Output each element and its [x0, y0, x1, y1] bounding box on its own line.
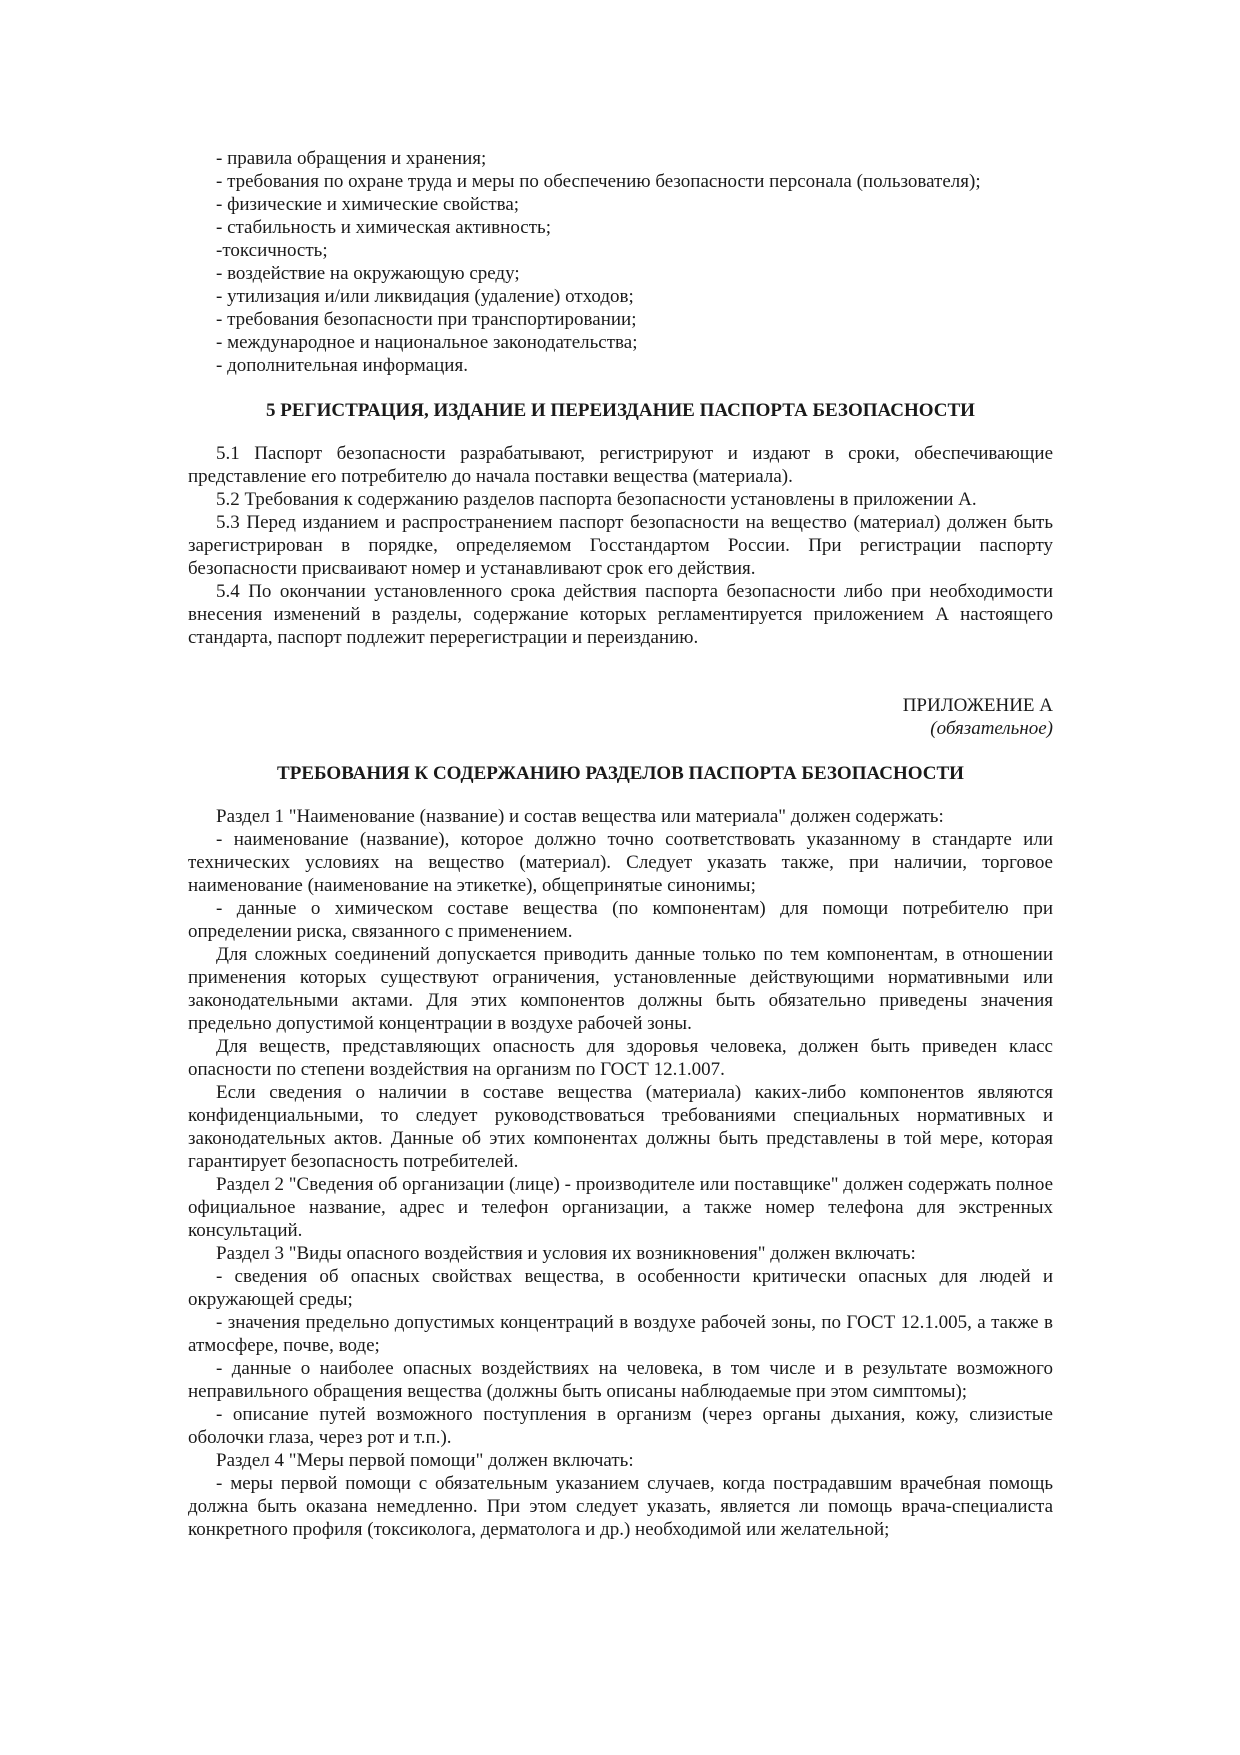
list-item: - требования по охране труда и меры по обеспечению безопасности персонала (пользователя);: [216, 171, 981, 192]
paragraph: - наименование (название), которое должно точно соответствовать указанному в стандарте или технических условиях на вещество (материал). Следует указать также, при наличии, торговое наименование (наименование на этикетке), общепринятые синонимы;: [188, 829, 1053, 896]
paragraph: - значения предельно допустимых концентраций в воздухе рабочей зоны, по ГОСТ 12.1.005, а также в атмосфере, почве, воде;: [188, 1312, 1053, 1356]
paragraph: Раздел 3 "Виды опасного воздействия и условия их возникновения" должен включать:: [216, 1243, 916, 1264]
paragraph: - данные о химическом составе вещества (по компонентам) для помощи потребителю при определении риска, связанного с применением.: [188, 898, 1053, 942]
requirements-list: [188, 147, 1053, 377]
list-item: - воздействие на окружающую среду;: [216, 263, 520, 284]
appendix-body: [188, 805, 1053, 1541]
paragraph: Раздел 1 "Наименование (название) и состав вещества или материала" должен содержать:: [216, 806, 944, 827]
paragraph: Для сложных соединений допускается приводить данные только по тем компонентам, в отношении применения которых существуют ограничения, установленные действующими нормативными или законодательными актами. Для этих компонентов должны быть обязательно приведены значения предельно допустимой концентрации в воздухе рабочей зоны.: [188, 944, 1053, 1034]
paragraph: Для веществ, представляющих опасность для здоровья человека, должен быть приведен класс опасности по степени воздействия на организм по ГОСТ 12.1.007.: [188, 1036, 1053, 1080]
list-item: - правила обращения и хранения;: [216, 148, 487, 169]
list-item: - стабильность и химическая активность;: [216, 217, 551, 238]
paragraph: - сведения об опасных свойствах вещества, в особенности критически опасных для людей и окружающей среды;: [188, 1266, 1053, 1310]
paragraph: 5.2 Требования к содержанию разделов паспорта безопасности установлены в приложении А.: [216, 489, 977, 510]
paragraph: - данные о наиболее опасных воздействиях на человека, в том числе и в результате возможного неправильного обращения вещества (должны быть описаны наблюдаемые при этом симптомы);: [188, 1358, 1053, 1402]
list-item: - физические и химические свойства;: [216, 194, 520, 215]
list-item: - международное и национальное законодательства;: [216, 332, 638, 353]
paragraph: - описание путей возможного поступления в организм (через органы дыхания, кожу, слизистые оболочки глаза, через рот и т.п.).: [188, 1404, 1053, 1448]
section-5-heading: 5 РЕГИСТРАЦИЯ, ИЗДАНИЕ И ПЕРЕИЗДАНИЕ ПАСПОРТА БЕЗОПАСНОСТИ: [266, 400, 975, 421]
paragraph: 5.4 По окончании установленного срока действия паспорта безопасности либо при необходимости внесения изменений в разделы, содержание которых регламентируется приложением А настоящего стандарта, паспорт подлежит перерегистрации и переизданию.: [188, 581, 1053, 648]
paragraph: Если сведения о наличии в составе вещества (материала) каких-либо компонентов являются конфиденциальными, то следует руководствоваться требованиями специальных нормативных и законодательных актов. Данные об этих компонентах должны быть представлены в той мере, которая гарантирует безопасность потребителей.: [188, 1082, 1053, 1172]
paragraph: Раздел 2 "Сведения об организации (лице) - производителе или поставщике" должен содержать полное официальное название, адрес и телефон организации, а также номер телефона для экстренных консультаций.: [188, 1174, 1053, 1241]
appendix-label: ПРИЛОЖЕНИЕ А: [902, 695, 1053, 716]
appendix-label-block: [188, 694, 1053, 740]
paragraph: - меры первой помощи с обязательным указанием случаев, когда пострадавшим врачебная помощь должна быть оказана немедленно. При этом следует указать, является ли помощь врача-специалиста конкретного профиля (токсиколога, дерматолога и др.) необходимой или желательной;: [188, 1473, 1053, 1540]
paragraph: 5.1 Паспорт безопасности разрабатывают, регистрируют и издают в сроки, обеспечивающие представление его потребителю до начала поставки вещества (материала).: [188, 443, 1053, 487]
list-item: -токсичность;: [216, 240, 328, 261]
appendix-status: (обязательное): [930, 718, 1053, 739]
paragraph: 5.3 Перед изданием и распространением паспорт безопасности на вещество (материал) должен быть зарегистрирован в порядке, определяемом Госстандартом России. При регистрации паспорту безопасности присваивают номер и устанавливают срок его действия.: [188, 512, 1053, 579]
appendix-heading: ТРЕБОВАНИЯ К СОДЕРЖАНИЮ РАЗДЕЛОВ ПАСПОРТА БЕЗОПАСНОСТИ: [277, 763, 964, 784]
paragraph: Раздел 4 "Меры первой помощи" должен включать:: [216, 1450, 634, 1471]
section-5-body: [188, 442, 1053, 649]
list-item: - требования безопасности при транспортировании;: [216, 309, 637, 330]
list-item: - дополнительная информация.: [216, 355, 468, 376]
list-item: - утилизация и/или ликвидация (удаление) отходов;: [216, 286, 634, 307]
